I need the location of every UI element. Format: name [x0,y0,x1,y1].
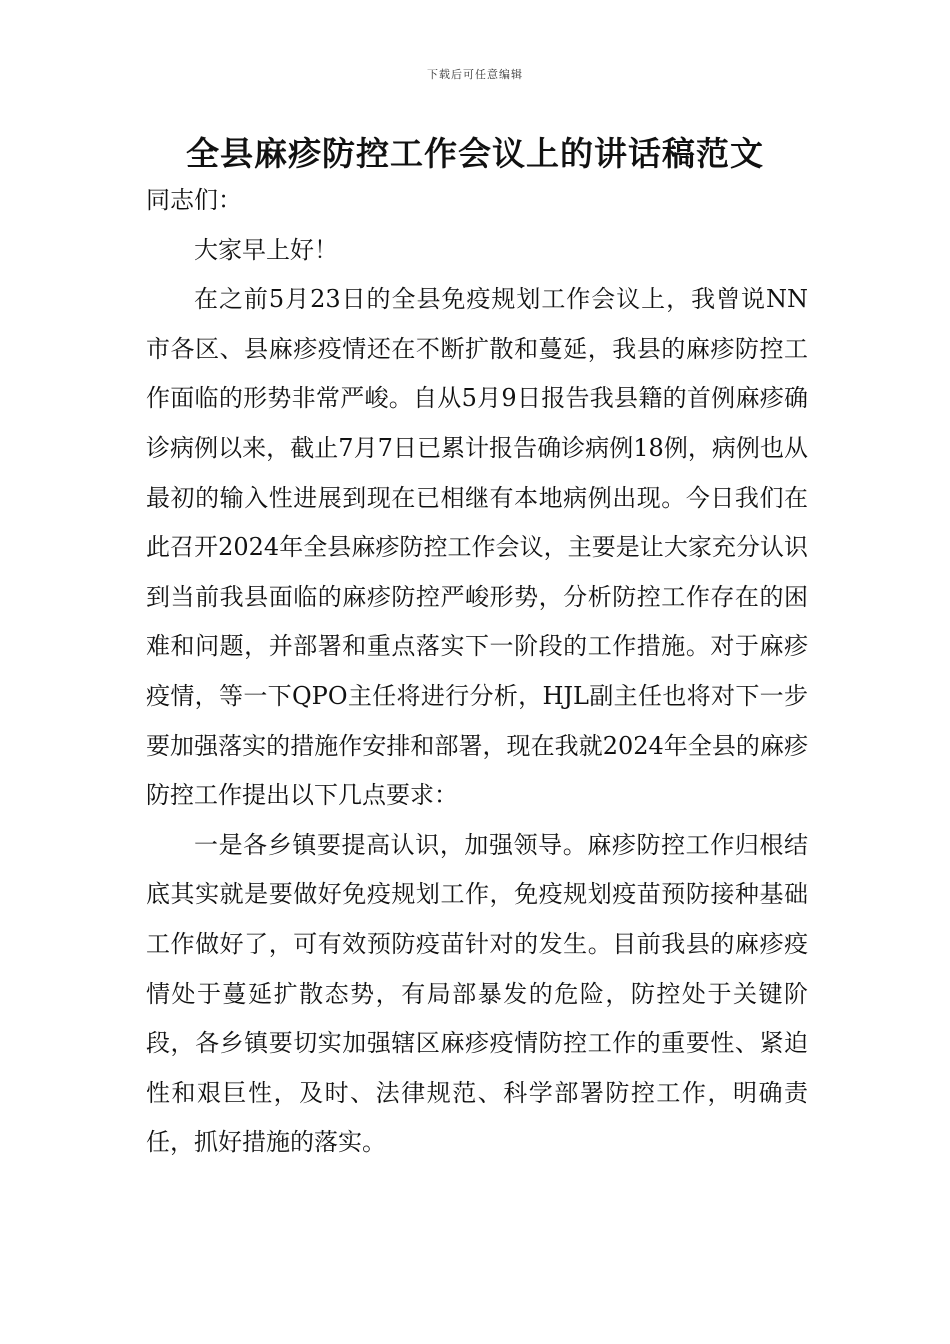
paragraph-situation: 在之前5月23日的全县免疫规划工作会议上，我曾说NN市各区、县麻疹疫情还在不断扩散和蔓延，我县的麻疹防控工作面临的形势非常严峻。自从5月9日报告我县籍的首例麻疹确诊病例以来，截止7月7日已累计报告确诊病例18例，病例也从最初的输入性进展到现在已相继有本地病例出现。今日我们在此召开2024年全县麻疹防控工作会议，主要是让大家充分认识到当前我县面临的麻疹防控严峻形势，分析防控工作存在的困难和问题，并部署和重点落实下一阶段的工作措施。对于麻疹疫情，等一下QPO主任将进行分析，HJL副主任也将对下一步要加强落实的措施作安排和部署，现在我就2024年全县的麻疹防控工作提出以下几点要求： [146,285,808,810]
paragraph-requirement-one: 一是各乡镇要提高认识，加强领导。麻疹防控工作归根结底其实就是要做好免疫规划工作，免疫规划疫苗预防接种基础工作做好了，可有效预防疫苗针对的发生。目前我县的麻疹疫情处于蔓延扩散态势，有局部暴发的危险，防控处于关键阶段，各乡镇要切实加强辖区麻疹疫情防控工作的重要性、紧迫性和艰巨性，及时、法律规范、科学部署防控工作，明确责任，抓好措施的落实。 [146,830,808,1157]
paragraph-greeting: 大家早上好！ [194,235,338,264]
salutation: 同志们： [146,186,242,214]
document-body [146,176,808,1168]
header-note: 下载后可任意编辑 [427,68,523,81]
document-title: 全县麻疹防控工作会议上的讲话稿范文 [186,134,764,173]
